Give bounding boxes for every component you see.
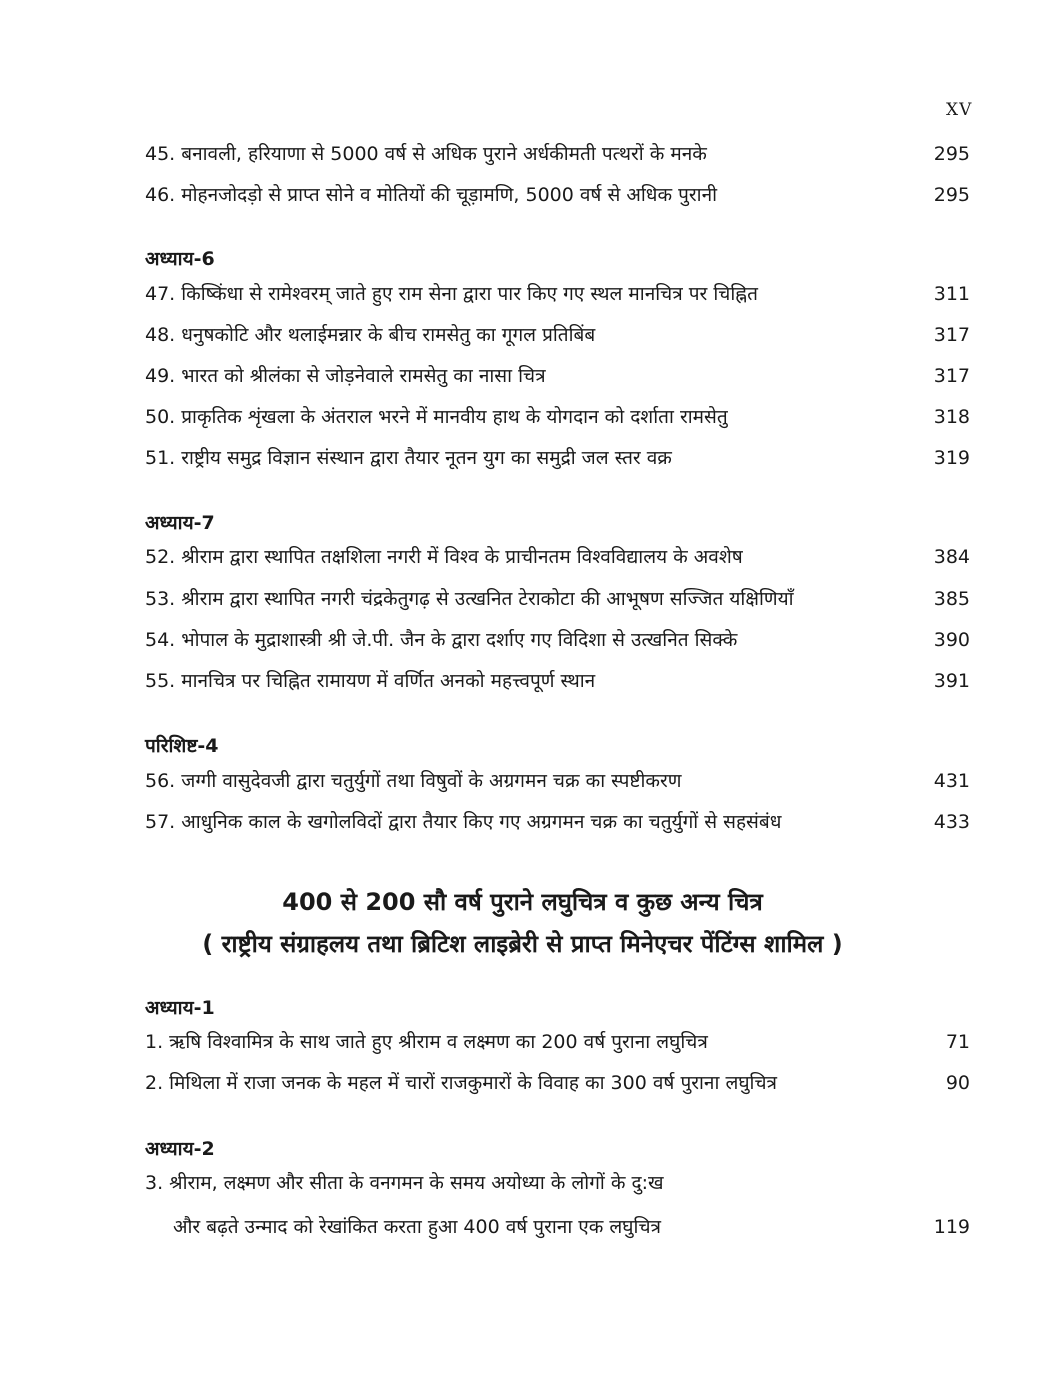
entry-page: 390	[933, 629, 970, 651]
toc-entry	[145, 1027, 970, 1057]
entry-title-continued: और बढ़ते उन्माद को रेखांकित करता हुआ 400 वर्ष पुराना एक लघुचित्र	[173, 1216, 662, 1238]
toc-entry	[145, 361, 970, 391]
entry-number: 2.	[145, 1072, 164, 1094]
toc-entry	[145, 180, 970, 210]
chapter-heading: अध्याय-2	[145, 1138, 215, 1160]
entry-title: भारत को श्रीलंका से जोड़नेवाले रामसेतु का नासा चित्र	[181, 365, 546, 387]
entry-page: 317	[933, 324, 970, 346]
entry-number: 51.	[145, 447, 176, 469]
entry-title: जग्गी वासुदेवजी द्वारा चतुर्युगों तथा विषुवों के अग्रगमन चक्र का स्पष्टीकरण	[181, 770, 682, 792]
entry-number: 45.	[145, 143, 176, 165]
toc-entry	[145, 584, 970, 614]
entry-number: 48.	[145, 324, 176, 346]
entry-page: 433	[933, 811, 970, 833]
entry-title: भोपाल के मुद्राशास्त्री श्री जे.पी. जैन के द्वारा दर्शाए गए विदिशा से उत्खनित सिक्के	[181, 629, 738, 651]
entry-number: 55.	[145, 670, 176, 692]
entry-title: राष्ट्रीय समुद्र विज्ञान संस्थान द्वारा तैयार नूतन युग का समुद्री जल स्तर वक्र	[181, 447, 672, 469]
page-number: XV	[946, 100, 973, 120]
entry-page: 385	[933, 588, 970, 610]
entry-title: ऋषि विश्वामित्र के साथ जाते हुए श्रीराम व लक्ष्मण का 200 वर्ष पुराना लघुचित्र	[169, 1031, 708, 1053]
toc-entry	[145, 1168, 970, 1244]
toc-entry	[145, 443, 970, 473]
entry-number: 46.	[145, 184, 176, 206]
toc-entry	[145, 320, 970, 350]
entry-title: श्रीराम द्वारा स्थापित तक्षशिला नगरी में विश्व के प्राचीनतम विश्वविद्यालय के अवशेष	[181, 546, 743, 568]
entry-page: 384	[933, 546, 970, 568]
entry-title: मानचित्र पर चिह्नित रामायण में वर्णित अनको महत्त्वपूर्ण स्थान	[181, 670, 596, 692]
entry-title: श्रीराम, लक्ष्मण और सीता के वनगमन के समय अयोध्या के लोगों के दु:ख	[169, 1172, 664, 1194]
section-title: 400 से 200 सौ वर्ष पुराने लघुचित्र व कुछ अन्य चित्र	[282, 888, 763, 916]
entry-page: 295	[933, 143, 970, 165]
entry-page: 119	[933, 1216, 970, 1238]
chapter-heading: अध्याय-6	[145, 248, 215, 270]
entry-title: बनावली, हरियाणा से 5000 वर्ष से अधिक पुराने अर्धकीमती पत्थरों के मनके	[181, 143, 707, 165]
toc-entry	[145, 542, 970, 572]
entry-number: 52.	[145, 546, 176, 568]
entry-page: 295	[933, 184, 970, 206]
entry-page: 319	[933, 447, 970, 469]
entry-number: 56.	[145, 770, 176, 792]
entry-title: धनुषकोटि और थलाईमन्नार के बीच रामसेतु का गूगल प्रतिबिंब	[181, 324, 596, 346]
entry-number: 1.	[145, 1031, 164, 1053]
chapter-heading: अध्याय-7	[145, 512, 215, 534]
chapter-heading: परिशिष्ट-4	[145, 735, 219, 757]
entry-title: किष्किंधा से रामेश्वरम् जाते हुए राम सेना द्वारा पार किए गए स्थल मानचित्र पर चिह्नित	[181, 283, 758, 305]
toc-entry	[145, 666, 970, 696]
entry-title: मिथिला में राजा जनक के महल में चारों राजकुमारों के विवाह का 300 वर्ष पुराना लघुचित्र	[169, 1072, 778, 1094]
entry-page: 391	[933, 670, 970, 692]
entry-title: प्राकृतिक शृंखला के अंतराल भरने में मानवीय हाथ के योगदान को दर्शाता रामसेतु	[181, 406, 728, 428]
section-subtitle: ( राष्ट्रीय संग्राहलय तथा ब्रिटिश लाइब्रेरी से प्राप्त मिनेएचर पेंटिंग्स शामिल )	[202, 930, 843, 958]
chapter-heading: अध्याय-1	[145, 997, 215, 1019]
toc-entry	[145, 402, 970, 432]
entry-page: 431	[933, 770, 970, 792]
entry-page: 317	[933, 365, 970, 387]
entry-page: 311	[933, 283, 970, 305]
entry-number: 47.	[145, 283, 176, 305]
entry-number: 3.	[145, 1172, 164, 1194]
toc-entry	[145, 279, 970, 309]
toc-entry	[145, 807, 970, 837]
entry-title: आधुनिक काल के खगोलविदों द्वारा तैयार किए गए अग्रगमन चक्र का चतुर्युगों से सहसंबंध	[181, 811, 782, 833]
toc-entry	[145, 766, 970, 796]
entry-number: 50.	[145, 406, 176, 428]
entry-number: 53.	[145, 588, 176, 610]
entry-page: 71	[945, 1031, 970, 1053]
toc-entry	[145, 1068, 970, 1098]
entry-number: 57.	[145, 811, 176, 833]
entry-title: मोहनजोदड़ो से प्राप्त सोने व मोतियों की चूड़ामणि, 5000 वर्ष से अधिक पुरानी	[181, 184, 718, 206]
entry-number: 54.	[145, 629, 176, 651]
entry-title: श्रीराम द्वारा स्थापित नगरी चंद्रकेतुगढ़ से उत्खनित टेराकोटा की आभूषण सज्जित यक्षिणियाँ	[181, 588, 794, 610]
entry-number: 49.	[145, 365, 176, 387]
entry-page: 318	[933, 406, 970, 428]
entry-page: 90	[945, 1072, 970, 1094]
toc-entry	[145, 625, 970, 655]
toc-entry	[145, 139, 970, 169]
